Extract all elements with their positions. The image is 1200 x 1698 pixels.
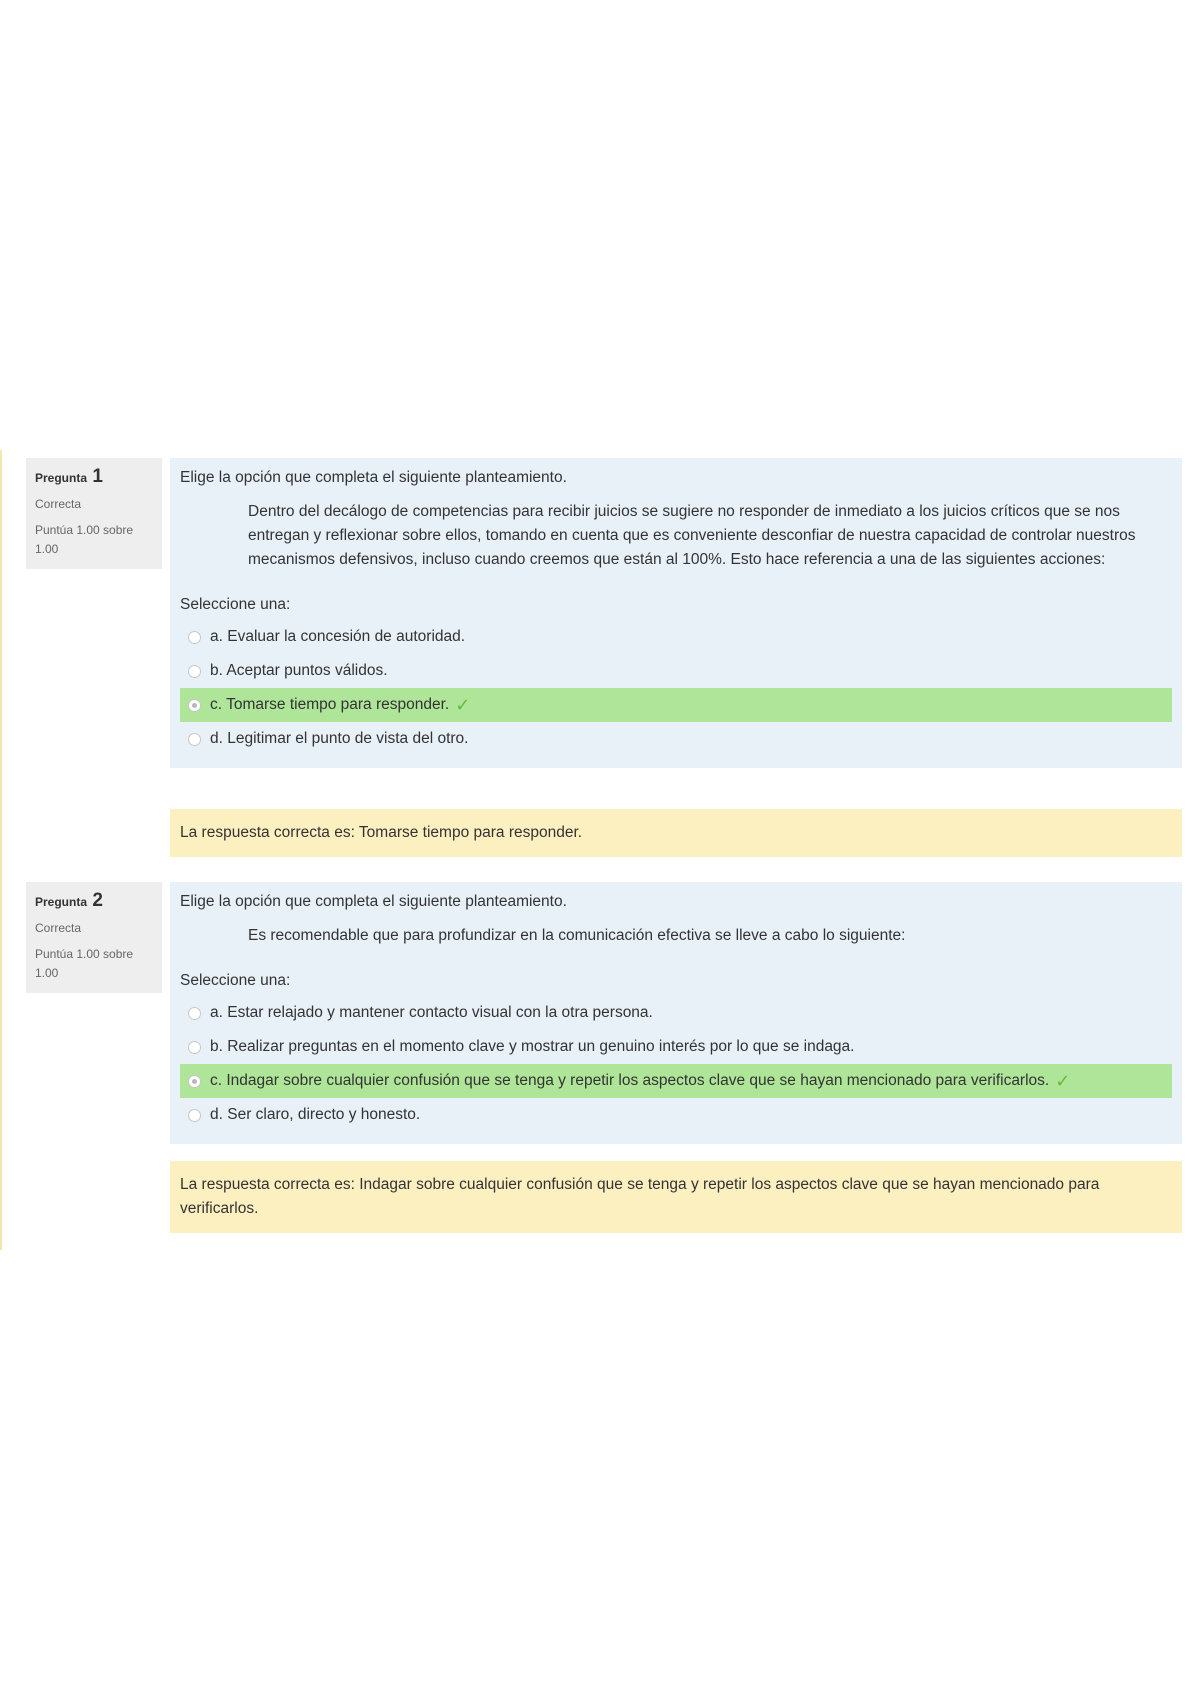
radio-button[interactable]: [188, 665, 201, 678]
question-grade: Puntúa 1.00 sobre 1.00: [35, 947, 134, 980]
check-mark-icon: ✓: [455, 694, 471, 715]
question-number: 1: [92, 466, 103, 487]
radio-button[interactable]: [188, 631, 201, 644]
question-formulation: [170, 458, 1182, 768]
question-text: Dentro del decálogo de competencias para recibir juicios se sugiere no responder de inmediato a los juicios críticos que se nos entregan y reflexionar sobre ellos, tomando en cuenta que es conveniente desconfiar de nuestra capacidad de controlar nuestros mecanismos defensivos, incluso cuando creemos que están al 100%. Esto hace referencia a una de las siguientes acciones:: [248, 503, 1136, 568]
question-intro: Elige la opción que completa el siguiente planteamiento.: [180, 893, 567, 910]
answer-option-label: b. Realizar preguntas en el momento clave y mostrar un genuino interés por lo que se indaga.: [210, 1038, 855, 1055]
question-info: [26, 458, 162, 569]
answer-option-label: a. Estar relajado y mantener contacto visual con la otra persona.: [210, 1004, 653, 1021]
question-formulation: [170, 882, 1182, 1144]
question-label: Pregunta: [35, 471, 88, 485]
question-state: Correcta: [35, 921, 82, 935]
question-intro: Elige la opción que completa el siguiente planteamiento.: [180, 469, 567, 486]
answer-option-label: b. Aceptar puntos válidos.: [210, 662, 388, 679]
answer-option-a[interactable]: [180, 996, 1172, 1030]
answer-option-a[interactable]: [180, 620, 1172, 654]
answer-option-c[interactable]: [180, 688, 1172, 722]
answer-prompt: Seleccione una:: [180, 596, 291, 613]
question-heading: [35, 466, 154, 488]
answer-option-label: a. Evaluar la concesión de autoridad.: [210, 628, 466, 645]
answer-option-b[interactable]: [180, 654, 1172, 688]
page-edge-line: [0, 450, 2, 1250]
answer-option-c[interactable]: [180, 1064, 1172, 1098]
question-text: Es recomendable que para profundizar en la comunicación efectiva se lleve a cabo lo siguiente:: [248, 927, 906, 944]
radio-button[interactable]: [188, 1007, 201, 1020]
answer-option-label: c. Indagar sobre cualquier confusión que se tenga y repetir los aspectos clave que se hayan mencionado para verificarlos.: [210, 1072, 1050, 1089]
answer-options: [180, 620, 1172, 756]
answer-option-label: d. Legitimar el punto de vista del otro.: [210, 730, 469, 747]
answer-options: [180, 996, 1172, 1132]
check-mark-icon: ✓: [1055, 1070, 1071, 1091]
question-label: Pregunta: [35, 895, 88, 909]
answer-option-label: d. Ser claro, directo y honesto.: [210, 1106, 421, 1123]
answer-option-label: c. Tomarse tiempo para responder.: [210, 696, 450, 713]
question-heading: [35, 890, 154, 912]
radio-button-selected[interactable]: [188, 1075, 201, 1088]
answer-prompt: Seleccione una:: [180, 972, 291, 989]
radio-button[interactable]: [188, 1109, 201, 1122]
radio-button[interactable]: [188, 1041, 201, 1054]
right-answer-feedback: La respuesta correcta es: Indagar sobre cualquier confusión que se tenga y repetir los aspectos clave que se hayan mencionado para verificarlos.: [170, 1161, 1182, 1233]
question-grade: Puntúa 1.00 sobre 1.00: [35, 523, 134, 556]
answer-option-d[interactable]: [180, 1098, 1172, 1132]
question-number: 2: [92, 890, 103, 911]
question-state: Correcta: [35, 497, 82, 511]
answer-option-d[interactable]: [180, 722, 1172, 756]
answer-option-b[interactable]: [180, 1030, 1172, 1064]
question-info: [26, 882, 162, 993]
radio-button[interactable]: [188, 733, 201, 746]
radio-button-selected[interactable]: [188, 699, 201, 712]
right-answer-feedback: La respuesta correcta es: Tomarse tiempo para responder.: [170, 809, 1182, 857]
